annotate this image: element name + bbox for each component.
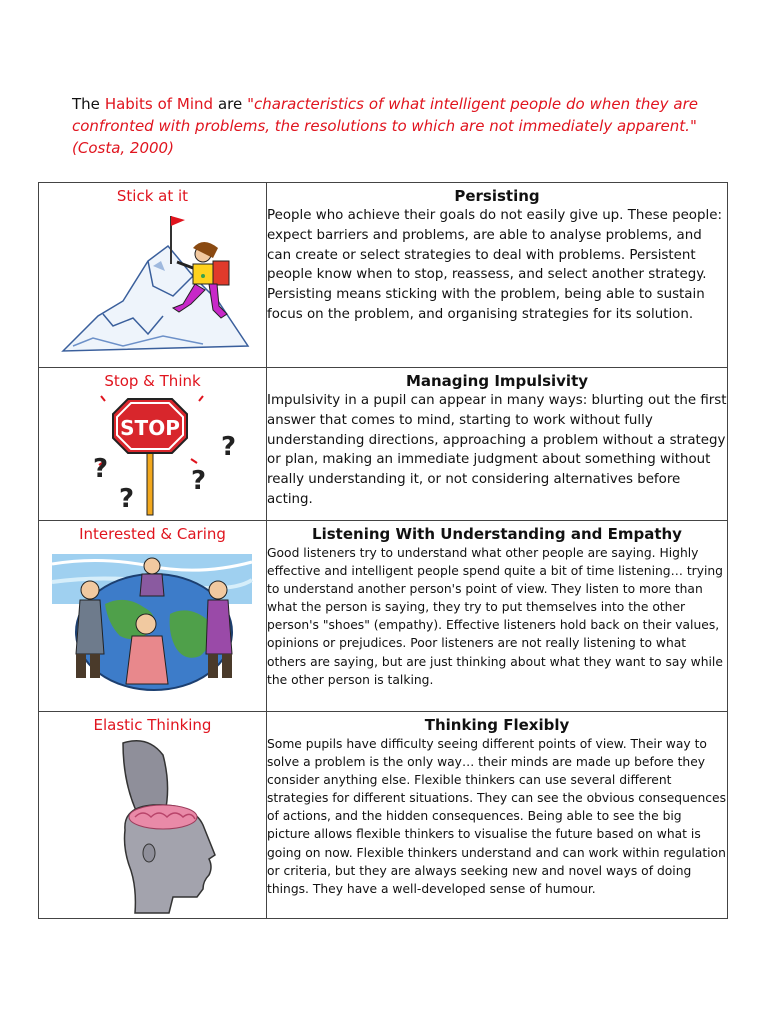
habit-image-cell <box>39 368 267 521</box>
mountain-climber-icon <box>53 206 253 356</box>
habit-image-cell <box>39 521 267 712</box>
open-head-brain-icon <box>53 735 253 915</box>
habit-text-cell <box>267 183 728 368</box>
habit-row-listening <box>39 521 728 712</box>
habits-table <box>38 182 728 919</box>
habit-row-persisting <box>39 183 728 368</box>
habit-nickname: Stick at it <box>116 187 189 205</box>
habit-nickname: Stop & Think <box>104 372 201 390</box>
habit-description: Good listeners try to understand what other people are saying. Highly effective and intelligent people spend quite a bit of time listening… trying to understand another person's point of view. They listen to more than what the person is saying, they try to put themselves into the other person's "shoes" (empathy). Effective listeners hold back on their values, opinions or prejudices. Poor listeners are not really listening to what others are saying, but are just thinking about what they want to say while the other person is talking. <box>267 546 723 687</box>
intro-quote: "characteristics of what intelligent people do when they are confronted with problems, the resolutions to which are not immediately apparent." <box>72 95 698 135</box>
habit-title: Thinking Flexibly <box>424 716 570 734</box>
intro-the: The <box>72 95 100 113</box>
habit-image-cell <box>39 712 267 919</box>
question-mark-icon: ? <box>190 466 206 496</box>
question-mark-icon: ? <box>92 454 108 484</box>
habit-text-cell <box>267 712 728 919</box>
intro-habits-of-mind: Habits of Mind <box>104 95 214 113</box>
stop-sign-icon <box>53 391 253 516</box>
intro-are: are <box>217 95 243 113</box>
habit-description: Impulsivity in a pupil can appear in many ways: blurting out the first answer that comes to mind, starting to work without fully understanding directions, approaching a problem without a strategy or plan, making an immediate judgment about something without really understanding it, or not considering alternatives before acting. <box>267 393 727 507</box>
question-mark-icon: ? <box>220 432 236 462</box>
habit-title: Managing Impulsivity <box>405 372 589 390</box>
habit-image-cell <box>39 183 267 368</box>
habit-title: Persisting <box>454 187 540 205</box>
habit-text-cell <box>267 368 728 521</box>
intro-citation: (Costa, 2000) <box>72 139 174 157</box>
habit-row-thinking-flexibly <box>39 712 728 919</box>
habit-nickname: Interested & Caring <box>79 525 226 543</box>
habit-row-managing-impulsivity <box>39 368 728 521</box>
habit-description: People who achieve their goals do not easily give up. These people: expect barriers and problems, are able to analyse problems, and can create or select strategies to deal with problems. Persistent people know when to stop, reassess, and select another strategy. Persisting means sticking with the problem, being able to sustain focus on the problem, and organising strategies for its solution. <box>267 208 722 322</box>
habit-nickname: Elastic Thinking <box>93 716 212 734</box>
habit-text-cell <box>267 521 728 712</box>
question-mark-icon: ? <box>118 484 134 514</box>
people-around-globe-icon <box>50 544 255 694</box>
stop-sign-text: STOP <box>119 416 180 440</box>
habit-description: Some pupils have difficulty seeing different points of view. Their way to solve a problem is the only way… their minds are made up before they consider anything else. Flexible thinkers can use several different strategies for different situations. They can see the obvious consequences of actions, and the hidden consequences. Being able to see the big picture allows flexible thinkers to visualise the future based on what is going on now. Flexible thinkers understand and can work within regulation or criteria, but they are always seeking new and novel ways of doing things. They have a well-developed sense of humour. <box>267 737 727 896</box>
habit-title: Listening With Understanding and Empathy <box>312 525 682 543</box>
intro-paragraph <box>72 93 698 159</box>
